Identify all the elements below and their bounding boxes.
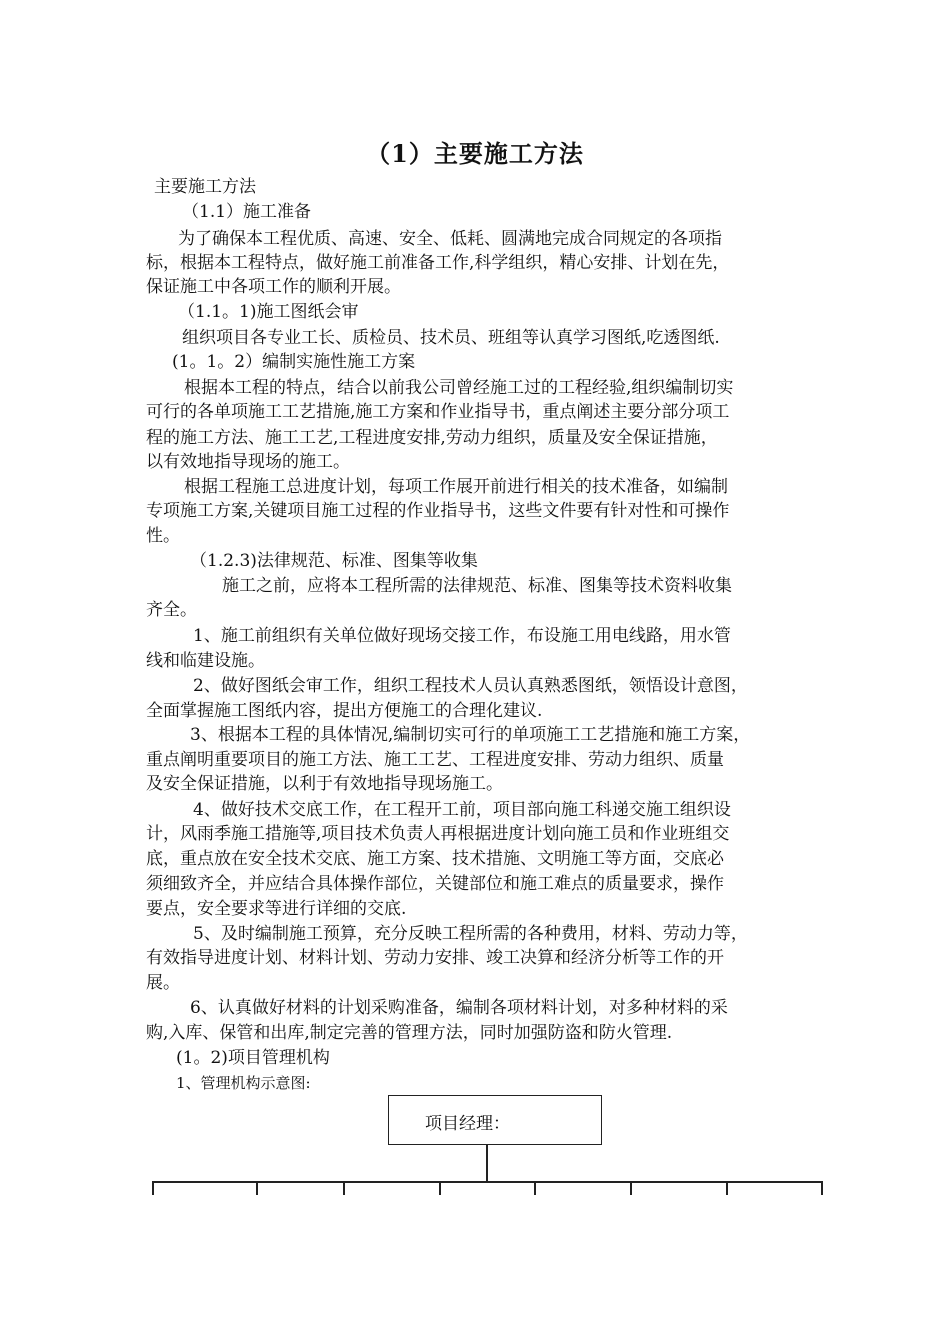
org-chart-branch-tick [726,1181,728,1195]
list-item-line: 有效指导进度计划、材料计划、劳动力安排、竣工决算和经济分析等工作的开 [146,948,724,968]
paragraph-line: 根据工程施工总进度计划，每项工作展开前进行相关的技术准备，如编制 [184,477,728,497]
subsection-heading: （1.2.3)法律规范、标准、图集等收集 [190,551,478,571]
subsection-heading: （1.1。1)施工图纸会审 [178,302,359,322]
list-item-line: 全面掌握施工图纸内容，提出方便施工的合理化建议. [146,701,543,721]
org-chart-branch-tick [152,1181,154,1195]
list-item-line: 重点阐明重要项目的施工方法、施工工艺、工程进度安排、劳动力组织、质量 [146,750,724,770]
paragraph-line: 齐全。 [146,600,197,620]
list-item-line: 线和临建设施。 [146,651,265,671]
list-item-line: 4、做好技术交底工作，在工程开工前，项目部向施工科递交施工组织设 [193,800,731,820]
list-item-line: 计，风雨季施工措施等,项目技术负责人再根据进度计划向施工员和作业班组交 [146,824,730,844]
list-item-line: 2、做好图纸会审工作，组织工程技术人员认真熟悉图纸，领悟设计意图， [193,676,748,696]
paragraph-line: 性。 [146,526,180,546]
paragraph-line: 根据本工程的特点，结合以前我公司曾经施工过的工程经验,组织编制切实 [184,378,734,398]
page-title: （1）主要施工方法 [366,139,584,168]
org-chart-root-box [388,1095,602,1145]
org-chart-branch-line [152,1181,822,1183]
list-item-line: 3、根据本工程的具体情况,编制切实可行的单项施工工艺措施和施工方案， [190,725,751,745]
org-chart-connector [486,1145,488,1182]
list-item-line: 及安全保证措施，以利于有效地指导现场施工。 [146,774,503,794]
diagram-caption: 1、管理机构示意图: [176,1074,311,1092]
list-item-line: 底，重点放在安全技术交底、施工方案、技术措施、文明施工等方面，交底必 [146,849,724,869]
list-item-line: 5、及时编制施工预算，充分反映工程所需的各种费用，材料、劳动力等， [193,924,748,944]
paragraph-line: 组织项目各专业工长、质检员、技术员、班组等认真学习图纸,吃透图纸. [182,328,720,348]
paragraph-line: 可行的各单项施工工艺措施,施工方案和作业指导书，重点阐述主要分部分项工 [146,402,730,422]
paragraph-line: 保证施工中各项工作的顺利开展。 [146,277,401,297]
org-chart-branch-tick [256,1181,258,1195]
subsection-heading: （1.1）施工准备 [182,202,312,222]
subsection-heading: (1。1。2）编制实施性施工方案 [172,352,416,372]
list-item-line: 要点，安全要求等进行详细的交底. [146,899,407,919]
list-item-line: 展。 [146,973,180,993]
section-heading: 主要施工方法 [154,177,256,197]
org-chart-branch-tick [821,1181,823,1195]
paragraph-line: 以有效地指导现场的施工。 [146,452,350,472]
paragraph-line: 专项施工方案,关键项目施工过程的作业指导书，这些文件要有针对性和可操作 [146,501,730,521]
paragraph-line: 施工之前，应将本工程所需的法律规范、标准、图集等技术资料收集 [222,576,732,596]
paragraph-line: 为了确保本工程优质、高速、安全、低耗、圆满地完成合同规定的各项指 [178,229,722,249]
org-chart-branch-tick [534,1181,536,1195]
subsection-heading: (1。2)项目管理机构 [176,1048,330,1068]
org-chart-root-label: 项目经理： [425,1114,510,1134]
list-item-line: 1、施工前组织有关单位做好现场交接工作，布设施工用电线路，用水管 [193,626,731,646]
org-chart-branch-tick [630,1181,632,1195]
paragraph-line: 标，根据本工程特点，做好施工前准备工作,科学组织，精心安排、计划在先， [146,253,730,273]
list-item-line: 须细致齐全，并应结合具体操作部位，关键部位和施工难点的质量要求，操作 [146,874,724,894]
list-item-line: 购,入库、保管和出库,制定完善的管理方法，同时加强防盗和防火管理. [146,1023,673,1043]
list-item-line: 6、认真做好材料的计划采购准备，编制各项材料计划，对多种材料的采 [190,998,728,1018]
paragraph-line: 程的施工方法、施工工艺,工程进度安排,劳动力组织，质量及安全保证措施， [146,428,718,448]
org-chart-branch-tick [343,1181,345,1195]
org-chart-branch-tick [439,1181,441,1195]
